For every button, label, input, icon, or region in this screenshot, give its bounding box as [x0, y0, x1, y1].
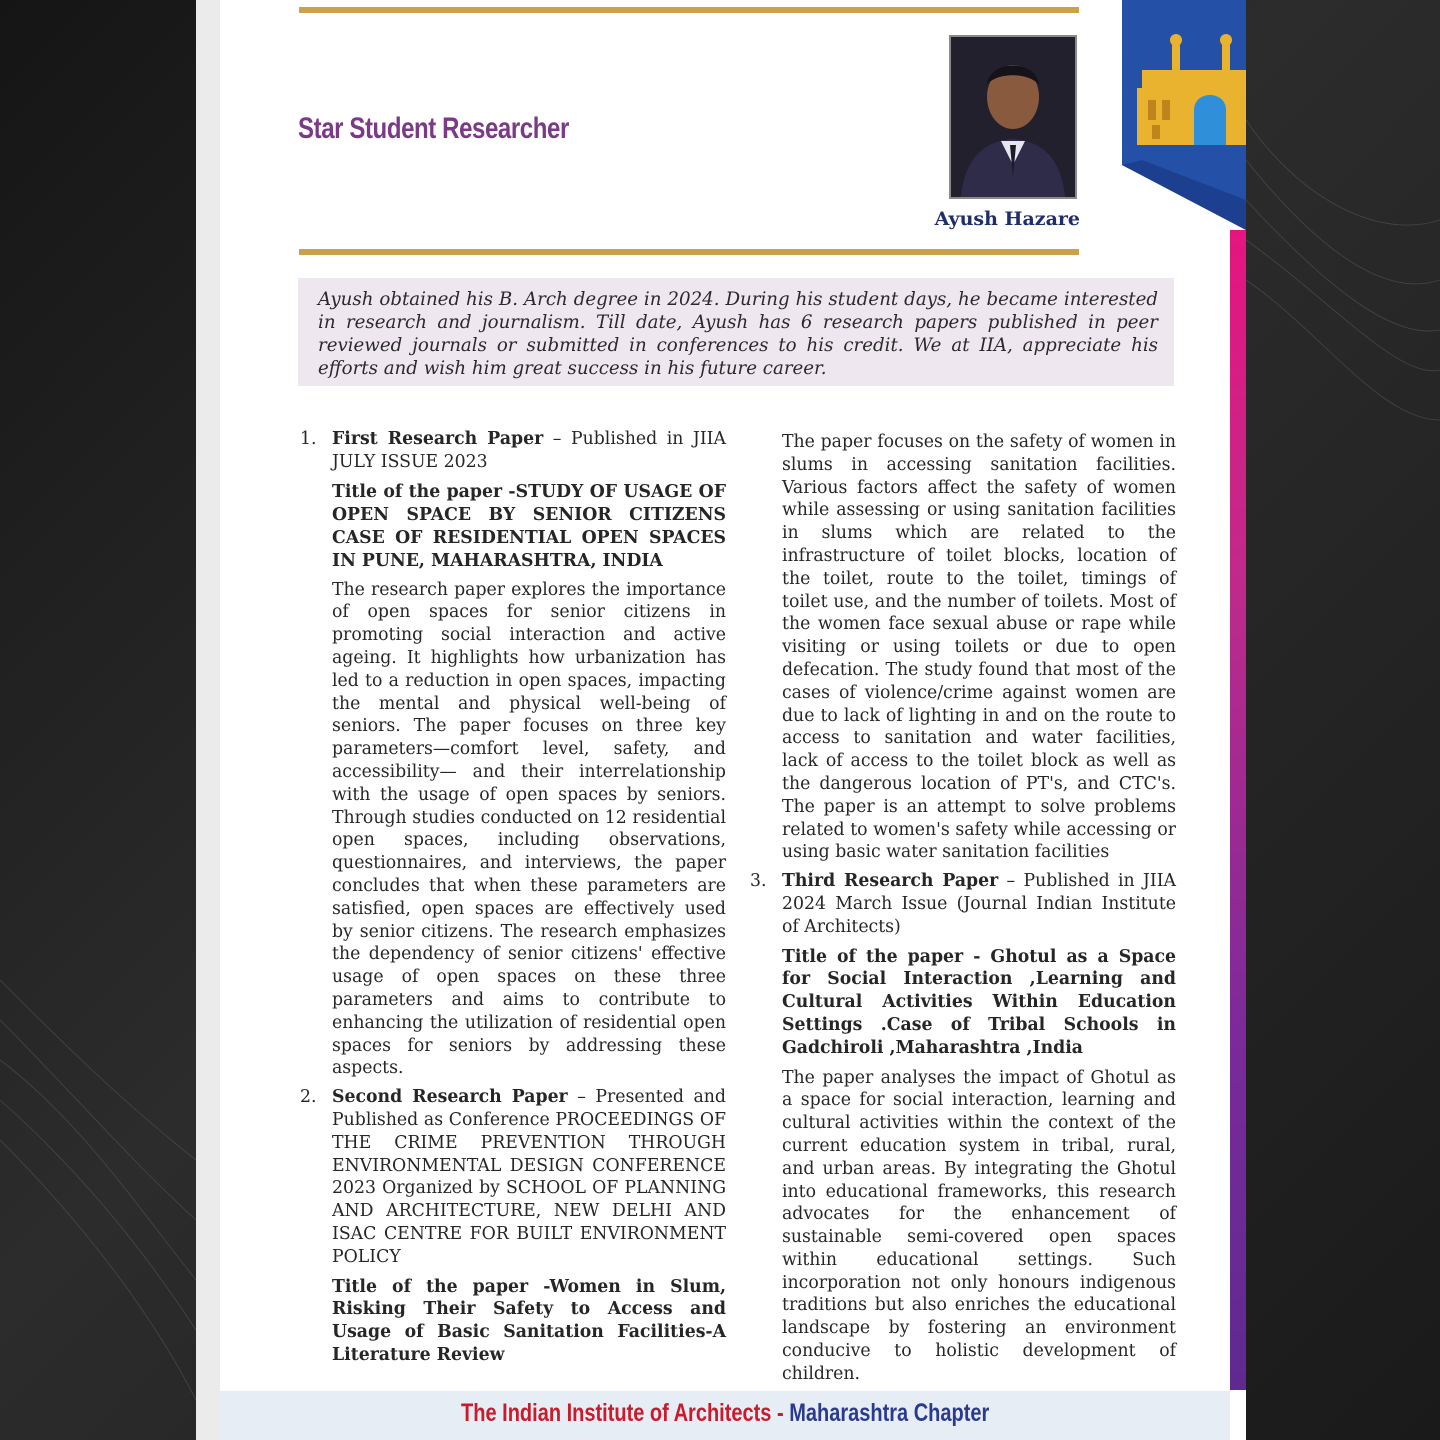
paper-venue: – Published in JIIA 2024 March Issue (Journal Indian Institute of Architects)	[782, 871, 1176, 937]
paper-label: First Research Paper	[332, 429, 544, 449]
paper-label: Third Research Paper	[782, 871, 999, 892]
page-footer	[220, 1391, 1230, 1440]
page-accent-strip	[1230, 230, 1246, 1390]
paper-heading	[782, 870, 1176, 938]
mid-gold-rule	[299, 249, 1079, 255]
paper-title: Title of the paper - Ghotul as a Space for Social Interaction ,Learning and Cultural Activities Within Education Settings .Case of Tribal Schools in Gadchiroli ,Maharashtra ,India	[782, 946, 1176, 1058]
paper-venue: – Published in JIIA JULY ISSUE 2023	[332, 429, 726, 472]
paper-label: Second Research Paper	[332, 1087, 568, 1108]
paper-item-3	[750, 870, 1176, 1386]
paper-item-1	[300, 428, 726, 1080]
paper-title: Title of the paper -STUDY OF USAGE OF OPEN SPACE BY SENIOR CITIZENS CASE OF RESIDENTIAL OPEN SPACES IN PUNE, MAHARASHTRA, INDIA	[332, 481, 726, 571]
portrait-image	[951, 37, 1075, 197]
footer-org: The Indian Institute of Architects	[460, 1399, 772, 1427]
intro-paragraph: Ayush obtained his B. Arch degree in 2024. During his student days, he became interested in research and journalism. Till date, Ayush has 6 research papers published in peer reviewed journals or submitted in conferences to his credit. We at IIA, appreciate his efforts and wish him great success in his future career.	[298, 278, 1174, 386]
magazine-page	[196, 0, 1246, 1440]
paper-number: 1.	[300, 429, 317, 449]
section-title: Star Student Researcher	[298, 112, 569, 145]
student-name: Ayush Hazare	[934, 208, 1080, 230]
student-photo	[949, 35, 1077, 199]
paper-abstract: The research paper explores the importance of open spaces for senior citizens in promoting social interaction and active ageing. It highlights how urbanization has led to a reduction in open spaces, impacting the mental and physical well-being of seniors. The paper focuses on three key parameters—comfort level, safety, and accessibility— and their interrelationship with the usage of open spaces by seniors. Through studies conducted on 12 residential open spaces, including observations, questionnaires, and interviews, the paper concludes that when these parameters are satisfied, open spaces are effectively used by senior citizens. The research emphasizes the dependency of senior citizens' effective usage of open spaces on these three parameters and aims to contribute to enhancing the utilization of residential open spaces for seniors by addressing these aspects.	[332, 579, 726, 1079]
footer-separator: -	[771, 1399, 790, 1427]
gateway-of-india-emblem	[1122, 0, 1246, 230]
paper-heading	[332, 428, 726, 474]
top-gold-rule	[299, 7, 1079, 13]
footer-chapter: Maharashtra Chapter	[789, 1399, 990, 1427]
page-left-margin	[196, 0, 220, 1440]
paper-number: 2.	[300, 1087, 317, 1108]
paper-item-2	[300, 1086, 726, 1367]
paper-abstract-2: The paper focuses on the safety of women in slums in accessing sanitation facilities. Various factors affect the safety of women while assessing or using sanitation facilities in slums which are related to the infrastructure of toilet blocks, location of the toilet, route to the toilet, timings of toilet use, and the number of toilets. Most of the women face sexual abuse or rape while visiting or using toilets or due to open defecation. The study found that most of the cases of violence/crime against women are due to lack of lighting in and on the route to access to sanitation and water facilities, lack of access to the toilet block as well as the dangerous location of PT's, and CTC's. The paper is an attempt to solve problems related to women's safety while accessing or using basic water sanitation facilities	[782, 432, 1176, 863]
right-column	[750, 431, 1176, 1386]
paper-venue: – Presented and Published as Conference PROCEEDINGS OF THE CRIME PREVENTION THROUGH ENVIRONMENTAL DESIGN CONFERENCE 2023 Organized by SCHOOL OF PLANNING AND ARCHITECTURE, NEW DELHI AND ISAC CENTRE FOR BUILT ENVIRONMENT POLICY	[332, 1087, 726, 1267]
footer-text	[461, 1391, 989, 1436]
paper-abstract: The paper analyses the impact of Ghotul as a space for social interaction, learning and cultural activities within the context of the current education system in tribal, rural, and urban areas. By integrating the Ghotul into educational frameworks, this research advocates for the enhancement of sustainable semi-covered open spaces within educational settings. Such incorporation not only honours indigenous traditions but also enriches the educational landscape by fostering an environment conducive to holistic development of children.	[782, 1067, 1176, 1384]
paper-heading	[332, 1086, 726, 1268]
left-column	[300, 428, 726, 1367]
paper-number: 3.	[750, 871, 767, 892]
paper-title: Title of the paper -Women in Slum, Risking Their Safety to Access and Usage of Basic Sanitation Facilities-A Literature Review	[332, 1276, 726, 1365]
